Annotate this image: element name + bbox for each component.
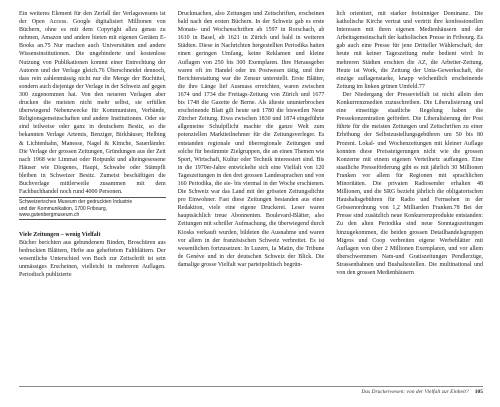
address-line: Schweizerisches Museum der gedruckten Industrie [19,199,133,206]
paragraph: lich orientiert, mit starker freisinniger Dominanz. Die katholische Kirche vertrat und vertritt ihre konfessionellen Interessen mit ihren eigenen Medienhäusern und der Arbeitsgemeinschaft der katholischen Presse in Fribourg. Es gab auch eine Presse für jene Dritteller Wählerschaft, der heute mit keiner Tageszeitung mehr bedient wird: In mehreren Städten erschien die AZ, die Arbeiter-Zeitung. Heute ist Work, die Zeitung der Unia-Gewerkschaft, die einzige auflagenstarke, knapp wöchentlich erscheinende Zeitung im linken grünen Umfeld.77 [336,11,484,90]
paragraph: Ein weiteres Element für den Zerfall der Verlagswesens ist der Open Access. Google digitalisiert Millionen von Büchern, ohne es mit dem Copyright allzu genau zu nehmen, Amazon und andere bieten mit eigenen Geräten E-Books an.75 Nur machen auch Universitäten und andere Wissensinstitutionen. Die ungehinderte und kostenlose Nutzung von Publikationen kommt einer Entrechtung der Autoren und der Verlage gleich.76 Überschneidet dennoch, dass rein zahlenmässig nicht nur die Menge der Buchtitel, sondern auch diejenige der Verlage in der Schweiz auf gegen 300 zugenommen hat. Von den neueren Verlagen aber drucken die meisten nicht mehr selbst, sie erfüllen überwiegend Nebenzwecke für Kommunisten, Verbände, Religionsgemeinschaften und andere Institutionen. Oder sie sind teilweise oder ganz in deutschem Besitz, so die bekannten Verlage Artemis, Benziger, Birkhäuser, Helbing & Lichtenhahn, Manesse, Nagel & Kimche, Sauerländer. Die Verlage der grossen Zeitungen, Gründungen aus der Zeit nach 1968 wie Limmat oder Rotpunkt und alteingesessene Häuser wie Diogenes, Haupt, Schwabe oder Stämpfli bleiben in Schweizer Besitz. Zumeist beschäftigen die Buchverlage mittlerweile zusammen mit dem Fachbuchhandel noch rund 4000 Personen. [19,11,166,196]
column-1 [19,10,166,382]
spacer [19,223,166,231]
address-box [19,197,166,220]
column-3 [336,10,483,382]
paragraph: Druckmachen, also Zeitungen und Zeitschriften, erscheinen bald nach den ersten Büchern. In der Schweiz gab es erste Monats- und Wochenschriften ab 1597 in Rorschach, ab 1610 in Basel, ab 1621 in Zürich und bald in weiteren Städten. Diese in Nachrichten hergestellten Periodika hatten einen geringen Umfang, keine Reklamen und kleine Auflagen von 250 bis 300 Exemplaren. Ihre Herausgeber waren oft im Handel oder im Postwesen tätig, und ihre Berichterstattung war die Zensur unterstellt. Erste Blätter, die ihre Länge lief Ausmass erreichten, waren zwischen 1674 und 1734 die Freitags-Zeitung von Zürich und 1677 bis 1748 die Gazette de Berne. Als älteste ununterbrochen erscheinende Blatt gilt heute seit 1780 die bisweilen Neue Zürcher Zeitung. Etwa zwischen 1830 und 1874 eingeführte allgemeine Schulpflicht machte die ganze Welt zum potenziellen Marktteilnehmer für die Zeitungsverleger. Es entstanden regionale und überregionale Zeitungen und solche für bestimmte Zielgruppen, die an einen Themen wie Sport, Wirtschaft, Kultur oder Technik interessiert sind. Bis in die 1970er-Jahre entwickelte sich eine Vielfalt von 120 Tageszeitungen in den drei grossen Landessprachen und von 160 Periodika, die sie- bis viermal in der Woche erschienen. Die Schweiz war das Land mit der grössten Zeitungsdichte pro Einwohner. Fast diese Zeitungen bestanden aus einer Redaktion, viele eine eigene Druckerei. Leser waren hauptsächlich treue Abonnenten. Boulevard-Blätter, also Zeitungen mit schriller Aufmachung, die überwiegend durch Kiosks verkauft wurden, bildeten die Ausnahme und waren vor allem in der französischen Schweiz verbreitet. Es ist wesentlichen fortzusetzen: In Luzern, Ia Matin, die Tribune de Genève und in der deutschen Schweiz der Blick. Die damalige grosse Vielfalt war parteipolitisch begrün- [177,11,325,268]
paragraph: Der Niedergang der Pressevielfalt ist nicht allein den Konkurrenzmedien zuzuschreiben. Die Liberalisierung und eine einseitige staatliche Regelung haben die Pressekonzentration gefördert. Die Liberalisierung der Post führte für die meisten Zeitungen und Zeitschriften zu einer Erhöhung der Selbstzustellungsgebühren um 50 bis 80 Prozent. Lokal- und Wochenzeitungen mit kleiner Auflage konnten diese Preissteigerungen nicht wie die grossen Konzerne mit einem eigenen Verteilnetz auffangen. Eine staatliche Presseförderung gibt es mit jährlich 30 Millionen Franken vor allem für Regionen mit sprachlichen Minoritäten. Die privaten Radiosender erhalten 48 Millionen, und die SRG bezieht jährlich die obligatorischen Haushaltsgebühren für Radio und Fernsehen in der Grössenordnung von 1,2 Milliarden Franken.78 Bei der Presse sind zusätzlich neue Konkurrenzprodukte entstanden: Zu den alten Periodika sind neue Sonntagszeitungen hinzugekommen, die beiden grossen Detailhandelsgruppen Migros und Coop verbreiten eigene Werbeblätter mit Auflagen von über 2 Millionen Exemplaren, und vor allem überschwemmen Nam-und Gratiszeitungen Pendlerzüge, Strassenbahnen und Bushaltestellen. Die multinational und von den grossen Medienhäusern [336,91,484,276]
column-2 [178,10,325,382]
address-url: www.gutenbergmuseum.ch [19,212,80,219]
section-heading: Viele Zeitungen – wenig Vielfalt [19,231,101,238]
page-number: 105 [474,389,483,395]
address-line: und der Kommunikation, 1700 Fribourg, [19,205,108,212]
paragraph: Bücher berichten aus gebundenem Binden, Broschüren aus bedruckten Blättern, Hefte aus geheftetem Faltblättern. Der wesentliche Unterschied von Buch zur Zeitschrift ist sein unmässiges Erscheinen, vielleicht in mehreren Auflagen. Periodisch publizierte [19,240,166,279]
page-footer [19,386,483,395]
text-columns [19,10,483,382]
running-title: Das Druckerwesen: von der Vielfalt zur Einheit? [361,389,469,395]
